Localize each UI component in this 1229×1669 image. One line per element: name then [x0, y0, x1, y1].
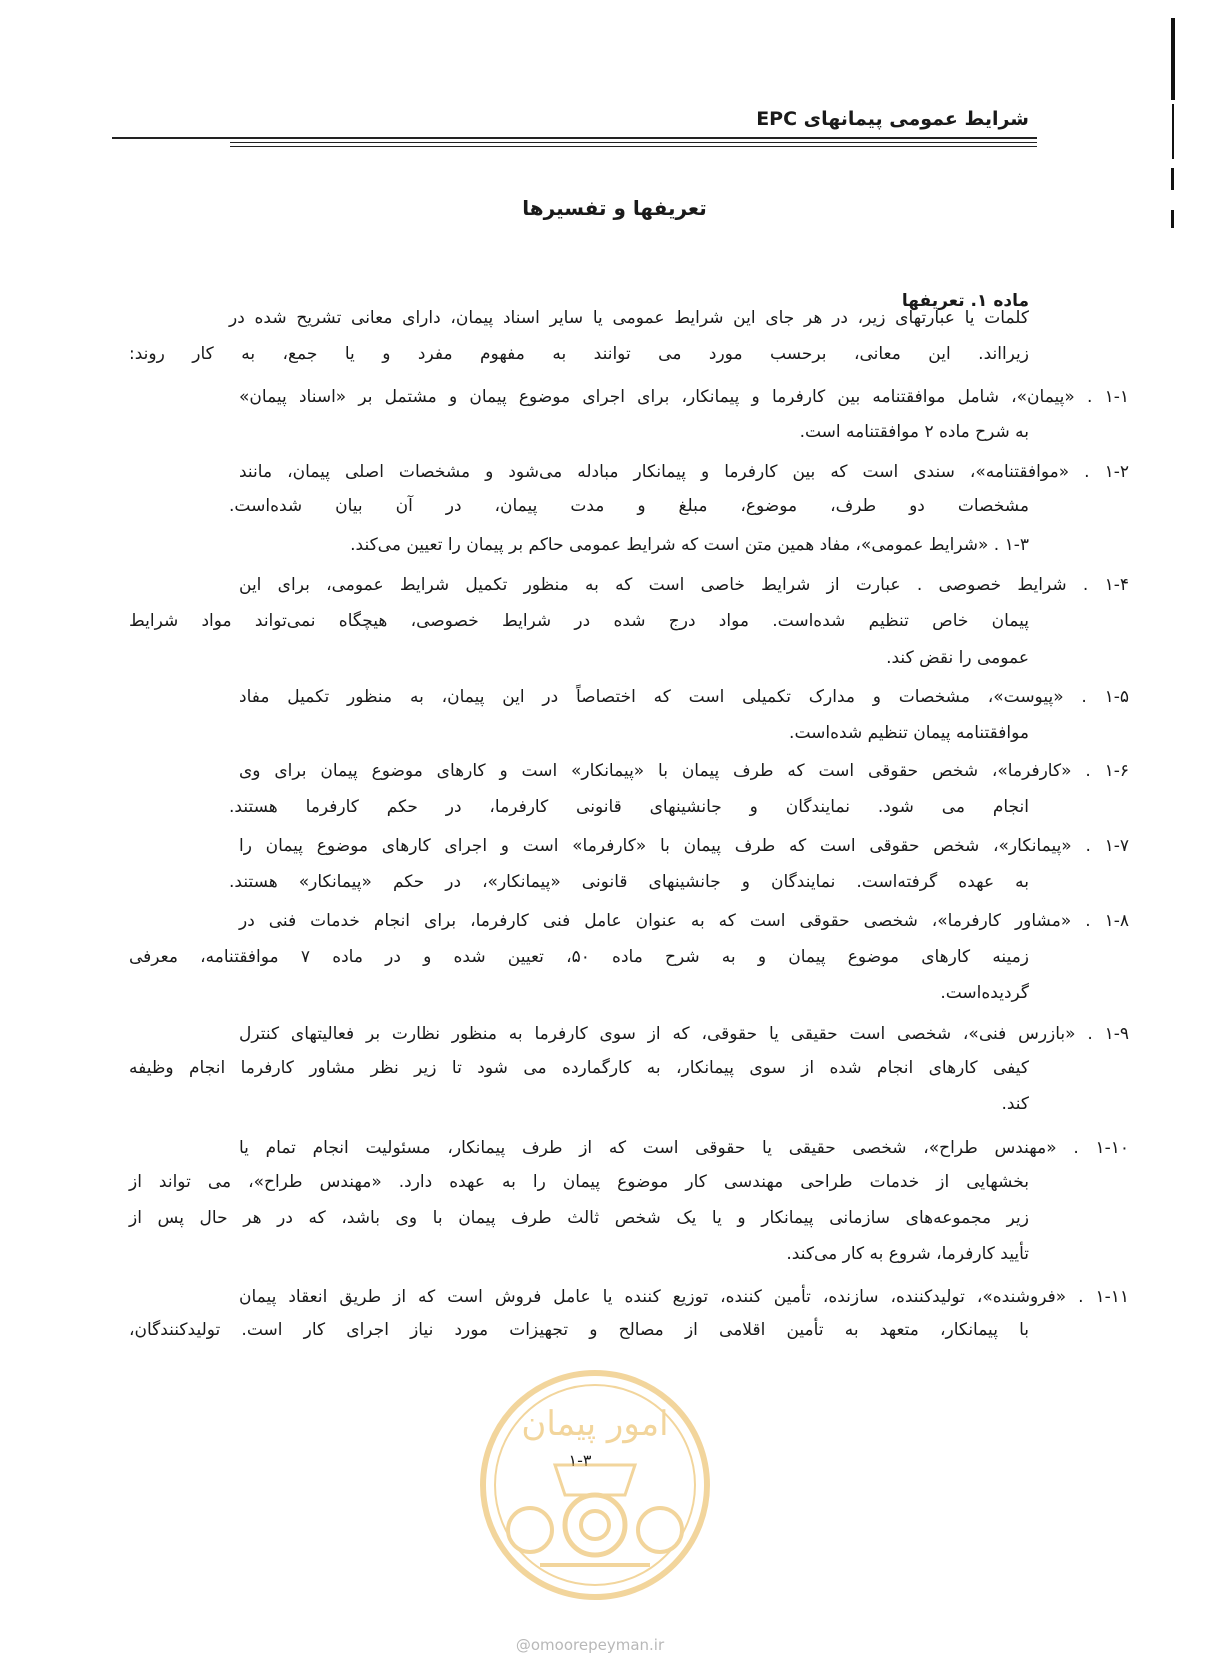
article-text-line: زیر مجموعه‌های سازمانی پیمانکار و یا یک شخص ثالث طرف پیمان با وی باشد، که در هر حال پس از — [129, 1208, 1029, 1228]
header-rule-thin — [230, 142, 1037, 143]
watermark-seal-text: امور پیمان — [521, 1404, 669, 1444]
article-text-line: ۱-۳ . «شرایط عمومی»، مفاد همین متن است که شرایط عمومی حاکم بر پیمان را تعیین می‌کند. — [350, 535, 1029, 555]
scan-edge-mark — [1171, 168, 1174, 190]
article-text-line: موافقتنامه پیمان تنظیم شده‌است. — [789, 723, 1029, 743]
header-rule-thick — [112, 137, 1037, 139]
article-text-line: ۱-۶ . «کارفرما»، شخص حقوقی است که طرف پیمان با «پیمانکار» است و کارهای موضوع پیمان برای وی — [239, 761, 1129, 781]
page-number: ۱-۳ — [568, 1451, 592, 1470]
article-text-line: ۱-۵ . «پیوست»، مشخصات و مدارک تکمیلی است که اختصاصاً در این پیمان، به منظور تکمیل مفاد — [239, 687, 1129, 707]
article-text-line: کیفی کارهای انجام شده از سوی پیمانکار، به کارگمارده می شود تا زیر نظر مشاور کارفرما انجام وظیفه — [129, 1058, 1029, 1078]
header-rule-thin — [230, 146, 1037, 147]
article-text-line: ۱-۱ . «پیمان»، شامل موافقتنامه بین کارفرما و پیمانکار، برای اجرای موضوع پیمان و مشتمل بر «اسناد پیمان» — [239, 387, 1129, 407]
scan-edge-mark — [1172, 104, 1174, 159]
article-text-line: با پیمانکار، متعهد به تأمین اقلامی از مصالح و تجهیزات مورد نیاز اجرای کار است. تولیدکنندگان، — [129, 1320, 1029, 1340]
article-text-line: ۱-۸ . «مشاور کارفرما»، شخصی حقوقی است که به عنوان عامل فنی کارفرما، برای انجام خدمات فنی در — [239, 911, 1129, 931]
article-text-line: ۱-۹ . «بازرس فنی»، شخصی است حقیقی یا حقوقی، که از سوی کارفرما به منظور نظارت بر فعالیتهای کنترل — [239, 1024, 1129, 1044]
watermark-url: @omoorepeyman.ir — [515, 1636, 665, 1654]
running-header-title: شرایط عمومی پیمانهای EPC — [756, 108, 1029, 130]
section-title: تعریفها و تفسیرها — [522, 196, 707, 220]
article-text-line: ۱-۲ . «موافقتنامه»، سندی است که بین کارفرما و پیمانکار مبادله می‌شود و مشخصات اصلی پیمان، مانند — [239, 462, 1129, 482]
watermark-seal-logo — [470, 1365, 720, 1605]
article-text-line: زمینه کارهای موضوع پیمان و به شرح ماده ۵۰، تعیین شده و در ماده ۷ موافقتنامه، معرفی — [129, 947, 1030, 967]
article-text-line: تأیید کارفرما، شروع به کار می‌کند. — [786, 1244, 1029, 1264]
article-text-line: کلمات یا عبارتهای زیر، در هر جای این شرایط عمومی یا سایر اسناد پیمان، دارای معانی تشریح شده در — [229, 308, 1029, 328]
article-text-line: ۱-۱۱ . «فروشنده»، تولیدکننده، سازنده، تأمین کننده، توزیع کننده یا عامل فروش است که از طریق انعقاد پیمان — [239, 1287, 1129, 1307]
article-text-line: ۱-۷ . «پیمانکار»، شخص حقوقی است که طرف پیمان با «کارفرما» است و اجرای کارهای موضوع پیمان را — [239, 836, 1129, 856]
article-text-line: انجام می شود. نمایندگان و جانشینهای قانونی کارفرما، در حکم کارفرما هستند. — [229, 797, 1029, 817]
scan-edge-mark — [1171, 18, 1175, 100]
article-text-line: بخشهایی از خدمات طراحی مهندسی کار موضوع پیمان را به عهده دارد. «مهندس طراح»، می تواند از — [129, 1172, 1029, 1192]
article-text-line: به عهده گرفته‌است. نمایندگان و جانشینهای قانونی «پیمانکار»، در حکم «پیمانکار» هستند. — [229, 872, 1029, 892]
article-text-line: گردیده‌است. — [940, 983, 1029, 1003]
article-text-line: عمومی را نقض کند. — [886, 648, 1029, 668]
article-text-line: به شرح ماده ۲ موافقتنامه است. — [799, 422, 1029, 442]
article-text-line: مشخصات دو طرف، موضوع، مبلغ و مدت پیمان، در آن بیان شده‌است. — [229, 496, 1029, 516]
article-text-line: ۱-۴ . شرایط خصوصی . عبارت از شرایط خاصی است که به منظور تکمیل شرایط عمومی، برای این — [239, 575, 1129, 595]
article-text-line: پیمان خاص تنظیم شده‌است. مواد درج شده در شرایط خصوصی، هیچگاه نمی‌تواند مواد شرایط — [129, 611, 1029, 631]
article-text-line: کند. — [1001, 1094, 1029, 1114]
article-text-line: ۱-۱۰ . «مهندس طراح»، شخصی حقیقی یا حقوقی است که از طرف پیمانکار، مسئولیت انجام تمام یا — [239, 1138, 1129, 1158]
article-text-line: زیرااند. این معانی، برحسب مورد می توانند به مفهوم مفرد و یا جمع، به کار روند: — [129, 344, 1029, 364]
article-heading: ماده ۱. تعریفها — [901, 291, 1029, 311]
